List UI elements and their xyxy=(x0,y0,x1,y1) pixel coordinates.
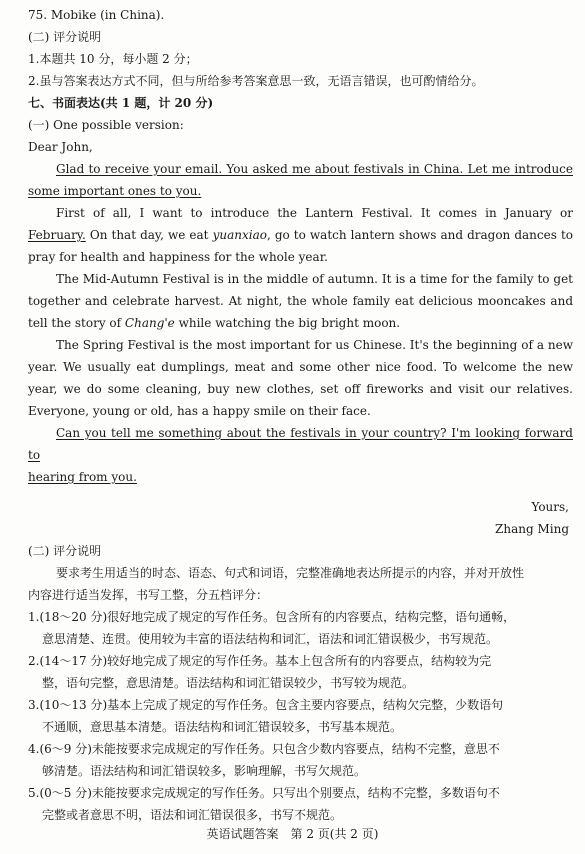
grade-2-line-1: 2.(14～17 分)较好地完成了规定的写作任务。基本上包含所有的内容要点，结构较为完 xyxy=(28,654,492,668)
letter-closing: Yours, xyxy=(531,500,569,514)
letter-p4-line-3: year, we do some cleaning, buy new clothes, set off fireworks and visit our relatives. xyxy=(28,382,573,396)
letter-p4-line-4: Everyone, young or old, has a happy smile on their face. xyxy=(28,404,371,418)
letter-p3-line-2: together and celebrate harvest. At night, the whole family eat delicious mooncakes and xyxy=(28,294,573,308)
letter-signature: Zhang Ming xyxy=(495,522,569,536)
letter-p2-line-3: pray for health and happiness for the whole year. xyxy=(28,250,328,264)
letter-p5-line-1: Can you tell me something about the festivals in your country? I'm looking forward to xyxy=(28,426,573,462)
grade-1-line-1: 1.(18～20 分)很好地完成了规定的写作任务。包含所有的内容要点，结构完整，语句通畅， xyxy=(28,610,516,624)
letter-p2-line-2: February. On that day, we eat yuanxiao, go to watch lantern shows and dragon dances to xyxy=(28,228,573,242)
page-footer: 英语试题答案 第 2 页(共 2 页) xyxy=(206,827,379,841)
grade-2-line-2: 整，语句完整，意思清楚。语法结构和词汇错误较少，书写较为规范。 xyxy=(42,676,415,690)
letter-p1-line-1: Glad to receive your email. You asked me about festivals in China. Let me introduce xyxy=(56,162,573,176)
letter-p3-line-1: The Mid-Autumn Festival is in the middle of autumn. It is a time for the family to get xyxy=(56,272,573,286)
grade-5-line-1: 5.(0～5 分)未能按要求完成规定的写作任务。只写出个别要点，结构不完整，多数语句不 xyxy=(28,786,500,800)
answer-item-75: 75. Mobike (in China). xyxy=(28,8,165,22)
scoring-rule-1: 1.本题共 10 分，每小题 2 分； xyxy=(28,52,198,66)
section-7-title: 七、书面表达(共 1 题，计 20 分) xyxy=(28,96,214,110)
scoring-rule-2: 2.虽与答案表达方式不同，但与所给参考答案意思一致，无语言错误，也可酌情给分。 xyxy=(28,74,484,88)
letter-greeting: Dear John, xyxy=(28,140,93,154)
letter-p1-line-2: some important ones to you. xyxy=(28,184,202,198)
letter-p4-line-2: year. We usually eat dumplings, meat and some other nice food. To welcome the new xyxy=(28,360,573,374)
grading-intro-line-2: 内容进行适当发挥，书写工整，分五档评分： xyxy=(28,588,269,602)
grade-4-line-1: 4.(6～9 分)未能按要求完成规定的写作任务。只包含少数内容要点，结构不完整，意思不 xyxy=(28,742,500,756)
letter-p2-line-1: First of all, I want to introduce the Lantern Festival. It comes in January or xyxy=(56,206,573,220)
grade-3-line-2: 不通顺，意思基本清楚。语法结构和词汇错误较多，书写基本规范。 xyxy=(42,720,403,734)
scoring-heading: (二) 评分说明 xyxy=(28,30,102,44)
letter-p3-line-3: tell the story of Chang'e while watching the big bright moon. xyxy=(28,316,401,330)
grade-4-line-2: 够清楚。语法结构和词汇错误较多，影响理解，书写欠规范。 xyxy=(42,764,367,778)
grading-heading: (二) 评分说明 xyxy=(28,544,102,558)
letter-p4-line-1: The Spring Festival is the most important for us Chinese. It's the beginning of a new xyxy=(56,338,573,352)
grade-1-line-2: 意思清楚、连贯。使用较为丰富的语法结构和词汇，语法和词汇错误极少，书写规范。 xyxy=(42,632,499,646)
grade-5-line-2: 完整或者意思不明，语法和词汇错误很多，书写不规范。 xyxy=(42,808,343,822)
letter-p5-line-2: hearing from you. xyxy=(28,470,137,484)
grading-intro-line-1: 要求考生用适当的时态、语态、句式和词语，完整准确地表达所提示的内容，并对开放性 xyxy=(56,566,525,580)
sample-heading: (一) One possible version: xyxy=(28,118,184,132)
grade-3-line-1: 3.(10～13 分)基本上完成了规定的写作任务。包含主要内容要点，结构欠完整，少数语句 xyxy=(28,698,504,712)
